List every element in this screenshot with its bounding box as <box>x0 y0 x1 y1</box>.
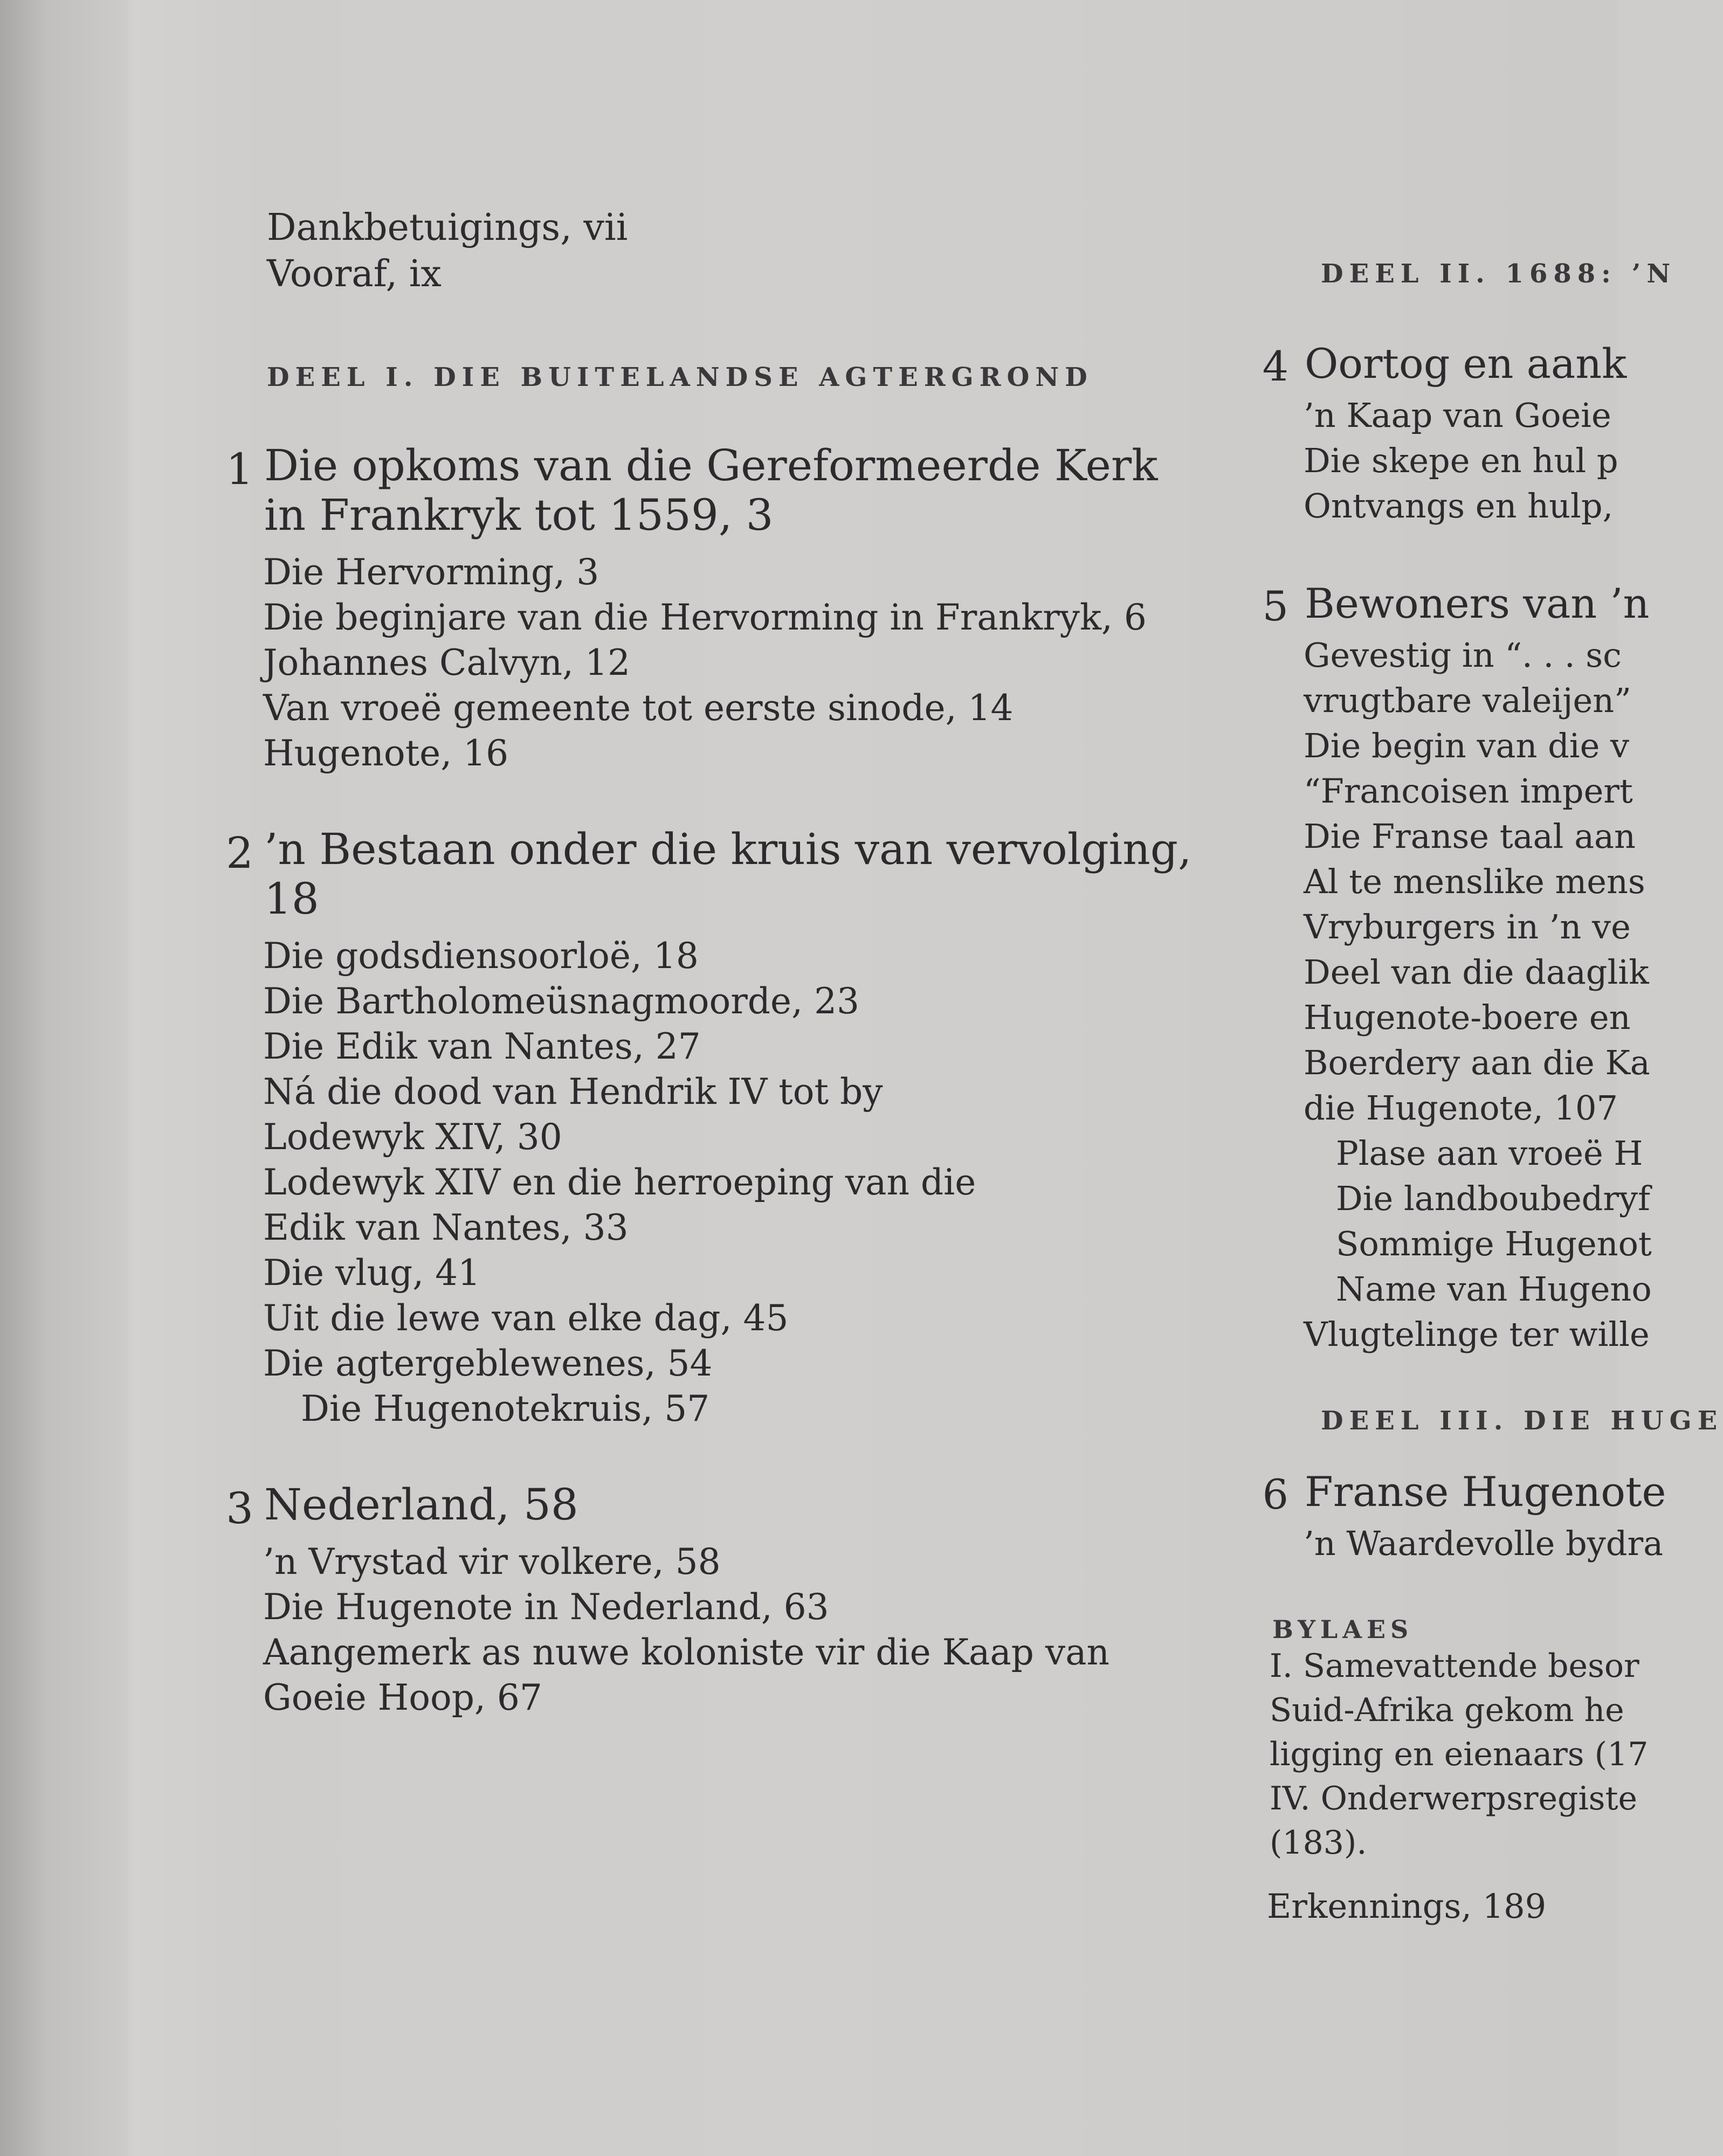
toc-entry: ’n Waardevolle bydra <box>1304 1524 1664 1563</box>
toc-entry: Ná die dood van Hendrik IV tot by <box>263 1071 883 1112</box>
toc-entry: Edik van Nantes, 33 <box>263 1207 629 1248</box>
annex-line: (183). <box>1270 1824 1367 1862</box>
part-2-heading: DEEL II. 1688: ’N <box>1321 259 1677 289</box>
toc-entry: Die Hervorming, 3 <box>263 551 599 593</box>
toc-entry: Die godsdiensoorloë, 18 <box>263 935 699 977</box>
toc-entry: Al te menslike mens <box>1304 862 1645 901</box>
toc-entry: Die Franse taal aan <box>1304 817 1636 856</box>
chapter-entries <box>1304 633 1652 1357</box>
toc-entry: Die Bartholomeüsnagmoorde, 23 <box>263 980 860 1022</box>
toc-entry: Die agtergeblewenes, 54 <box>263 1343 713 1384</box>
front-matter-acknowledgements: Dankbetuigings, vii <box>267 206 628 249</box>
chapter-number: 5 <box>1262 582 1288 630</box>
chapter-title: Nederland, 58 <box>264 1480 578 1530</box>
toc-entry: die Hugenote, 107 <box>1304 1088 1618 1128</box>
chapter-3 <box>205 1480 1202 1720</box>
chapter-number: 2 <box>226 828 253 878</box>
chapter-entries <box>1304 1521 1664 1566</box>
toc-entry: Gevestig in “. . . sc <box>1304 635 1622 675</box>
chapter-number: 1 <box>226 444 253 494</box>
chapter-number: 4 <box>1262 342 1288 390</box>
chapter-title: Die opkoms van die Gereformeerde Kerk in Frankryk tot 1559, 3 <box>264 440 1158 540</box>
toc-entry: vrugtbare valeijen” <box>1304 681 1631 720</box>
toc-entry: Lodewyk XIV en die herroeping van die <box>263 1162 976 1203</box>
chapter-5 <box>1256 579 1652 1357</box>
annex-line: IV. Onderwerpsregiste <box>1270 1780 1638 1818</box>
chapter-title: Oortog en aank <box>1305 340 1627 388</box>
part-3-heading: DEEL III. DIE HUGE <box>1321 1406 1723 1436</box>
annex-heading: BYLAES <box>1272 1615 1414 1644</box>
toc-entry: ’n Vrystad vir volkere, 58 <box>263 1541 721 1583</box>
annex-line: I. Samevattende besor <box>1270 1647 1639 1685</box>
toc-entry: Die Hugenote in Nederland, 63 <box>263 1586 829 1628</box>
chapter-4 <box>1256 340 1627 529</box>
toc-entry: Goeie Hoop, 67 <box>263 1677 542 1718</box>
toc-entry: Die vlug, 41 <box>263 1252 481 1294</box>
toc-entry: Hugenote, 16 <box>263 733 509 774</box>
toc-entry: Lodewyk XIV, 30 <box>263 1116 562 1158</box>
toc-entry: “Francoisen impert <box>1304 771 1633 811</box>
toc-right-column <box>1256 259 1723 1926</box>
toc-entry: Uit die lewe van elke dag, 45 <box>263 1297 789 1339</box>
chapter-6 <box>1256 1468 1666 1566</box>
toc-left-column <box>205 205 1202 1720</box>
toc-entry: Vlugtelinge ter wille <box>1304 1315 1650 1354</box>
toc-entry: Deel van die daaglik <box>1304 952 1649 992</box>
chapter-title: Franse Hugenote <box>1305 1468 1666 1516</box>
annex-line: ligging en eienaars (17 <box>1270 1736 1649 1773</box>
toc-subentry: Name van Hugeno <box>1336 1269 1652 1309</box>
toc-entry: Vryburgers in ’n ve <box>1304 907 1631 946</box>
toc-entry: Johannes Calvyn, 12 <box>263 642 630 683</box>
chapter-entries <box>263 550 1202 776</box>
toc-entry: Aangemerk as nuwe koloniste vir die Kaap van <box>263 1632 1110 1673</box>
chapter-entries <box>263 934 1202 1432</box>
chapter-number: 6 <box>1262 1470 1288 1518</box>
chapter-2 <box>205 825 1202 1432</box>
chapter-1 <box>205 441 1202 776</box>
toc-subentry: Plase aan vroeë H <box>1336 1134 1643 1173</box>
part-1-heading: DEEL I. DIE BUITELANDSE AGTERGROND <box>267 362 1093 392</box>
book-gutter <box>0 0 135 2156</box>
toc-entry: Die beginjare van die Hervorming in Frankryk, 6 <box>263 597 1147 638</box>
front-matter-preface: Vooraf, ix <box>267 253 442 295</box>
credits-entry: Erkennings, 189 <box>1267 1887 1547 1926</box>
toc-entry: Boerdery aan die Ka <box>1304 1043 1650 1082</box>
toc-subentry: Sommige Hugenot <box>1336 1224 1652 1263</box>
chapter-entries <box>1304 393 1617 529</box>
toc-subentry: Die Hugenotekruis, 57 <box>301 1388 710 1429</box>
toc-entry: ’n Kaap van Goeie <box>1304 396 1611 435</box>
toc-entry: Van vroeë gemeente tot eerste sinode, 14 <box>263 687 1014 729</box>
chapter-title: Bewoners van ’n <box>1305 579 1650 627</box>
chapter-title: ’n Bestaan onder die kruis van vervolging, 18 <box>264 824 1192 924</box>
toc-entry: Ontvangs en hulp, <box>1304 486 1614 526</box>
annex-line: Suid-Afrika gekom he <box>1270 1691 1624 1729</box>
toc-entry: Die begin van die v <box>1304 726 1630 765</box>
chapter-entries <box>263 1539 1202 1720</box>
toc-entry: Hugenote-boere en <box>1304 998 1631 1037</box>
chapter-number: 3 <box>226 1483 253 1533</box>
toc-subentry: Die landboubedryf <box>1336 1179 1650 1218</box>
toc-entry: Die skepe en hul p <box>1304 441 1618 480</box>
toc-entry: Die Edik van Nantes, 27 <box>263 1026 701 1067</box>
